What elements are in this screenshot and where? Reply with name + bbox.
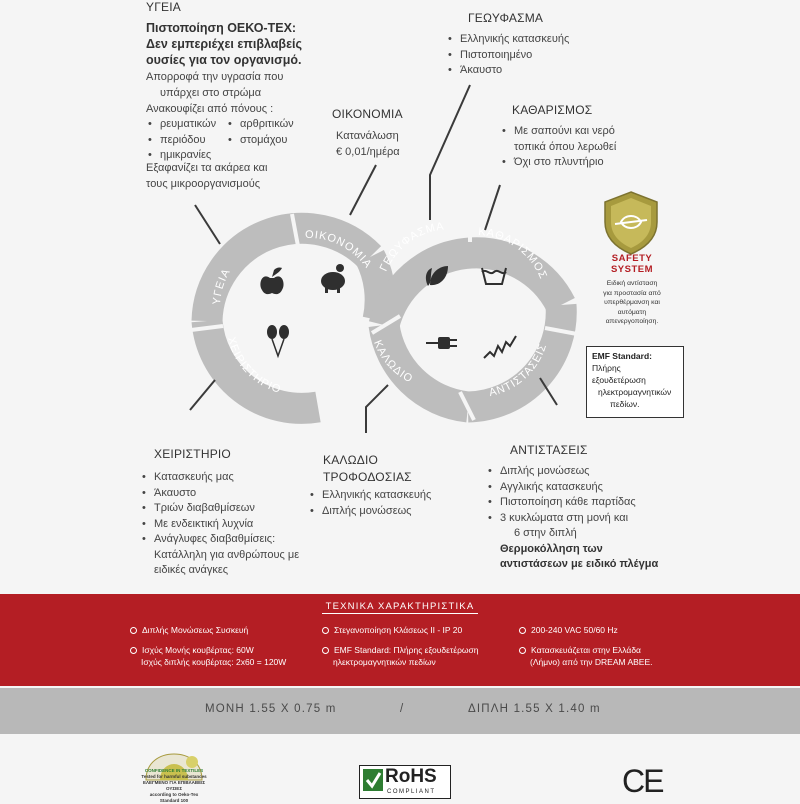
connector-cable [366, 385, 388, 433]
tech-col2-item2: EMF Standard: Πλήρης εξουδετέρωση ηλεκτρομαγνητικών πεδίων [322, 644, 479, 668]
connector-switch [190, 380, 215, 410]
connector-hygiene [195, 205, 220, 244]
economy-text: Κατανάλωση € 0,01/ημέρα [336, 130, 400, 158]
plug-icon [426, 337, 457, 349]
hygiene-title: ΥΓΕΙΑ [146, 0, 181, 14]
tech-specs-band [0, 594, 800, 686]
switch-icon [267, 325, 289, 356]
hygiene-text: Απορροφά την υγρασία που υπάρχει στο στρώμα Ανακουφίζει από πόνους : [146, 71, 284, 115]
safety-desc: Ειδική αντίσταση για προστασία από υπερθέρμανση και αυτόματη απενεργοποίηση. [603, 280, 661, 325]
rohs-logo: RoHS COMPLIANT [359, 765, 451, 799]
resistors-list: • Διπλής μονώσεως • Αγγλικής κατασκευής • Πιστοποίηση κάθε παρτίδας • 3 κυκλώματα στη μονή και 6 στην διπλή Θερμοκόλληση των αντιστάσεων με ειδικό πλέγμα [486, 464, 676, 573]
oeko-tex-logo: CONFIDENCE IN TEXTILES Tested for harmful substances ΕΛΕΓΜΕΝΟ ΓΙΑ ΕΠΙΒΛΑΒΕΙΣ ΟΥΣΙΕΣ according to Oeko-Tex Standard 100 [140, 750, 208, 800]
ring-label-switch: ΧΕΙΡΙΣΤΗΡΙΟ [224, 335, 283, 397]
tech-col3-item2: Κατασκευάζεται στην Ελλάδα (Λήμνο) από την DREAM ABEE. [519, 644, 653, 668]
ring-label-hygiene: ΥΓΕΙΑ [210, 266, 233, 306]
connector-geofasma [430, 85, 470, 220]
tech-col1-item2: Ισχύς Μονής κουβέρτας: 60W Ισχύς διπλής κουβέρτας: 2x60 = 120W [130, 644, 286, 668]
dims-single: ΜΟΝΗ 1.55 Χ 0.75 m [205, 703, 337, 715]
ring-right-bottom [468, 305, 561, 407]
ring-label-economy: ΟΙΚΟΝΟΜΙΑ [304, 228, 375, 271]
ce-mark: CE [622, 763, 663, 799]
ring-label-cable: ΚΑΛΩΔΙΟ [371, 338, 415, 386]
tech-col3-item1: 200-240 VAC 50/60 Hz [519, 624, 618, 636]
resistor-icon [484, 336, 516, 358]
economy-title: ΟΙΚΟΝΟΜΙΑ [332, 107, 403, 121]
tech-col1-item1: Διπλής Μονώσεως Συσκευή [130, 624, 248, 636]
ring-left-bottom [207, 321, 318, 408]
dims-double: ΔΙΠΛΗ 1.55 Χ 1.40 m [468, 703, 601, 715]
connector-cleaning [485, 185, 500, 230]
hygiene-pains: • ρευματικών • αρθριτικών • περιόδου • στομάχου • ημικρανίες [146, 117, 326, 164]
resistors-title: ΑΝΤΙΣΤΑΣΕΙΣ [510, 443, 588, 457]
geofasma-title: ΓΕΩΥΦΑΣΜΑ [468, 11, 544, 25]
dims-separator: / [400, 703, 405, 715]
connector-economy [350, 165, 376, 215]
dimensions-band [0, 688, 800, 734]
cable-title: ΚΑΛΩΔΙΟ ΤΡΟΦΟΔΟΣΙΑΣ [323, 453, 412, 484]
ring-right-top [384, 253, 561, 325]
rohs-check-icon [363, 769, 383, 791]
piggy-bank-icon [321, 264, 345, 293]
switch-title: ΧΕΙΡΙΣΤΗΡΙΟ [154, 447, 231, 461]
cleaning-list: • Με σαπούνι και νερό τοπικά όπου λερωθεί • Όχι στο πλυντήριο [500, 124, 660, 171]
ring-label-resist: ΑΝΤΙΣΤΑΣΕΙΣ [487, 341, 550, 400]
ring-label-geofasma: ΓΕΩΥΦΑΣΜΑ [377, 220, 446, 274]
hygiene-cert: Πιστοποίηση ΟΕΚΟ-ΤΕΧ: Δεν εμπεριέχει επιβλαβείς ουσίες για τον οργανισμό. [146, 21, 302, 67]
apple-icon [260, 268, 283, 295]
safety-label: SAFETY SYSTEM [610, 253, 654, 275]
ring-label-cleaning: ΚΑΘΑΡΙΣΜΟΣ [477, 225, 550, 282]
tech-title: ΤΕΧΝΙΚΑ ΧΑΡΑΚΤΗΡΙΣΤΙΚΑ [0, 601, 800, 612]
switch-list: • Κατασκευής μας • Άκαυστο • Τριών διαβαθμίσεων • Με ενδεικτική λυχνία • Ανάγλυφες διαβαθμίσεις: Κατάλληλη για ανθρώπους με ειδικές ανάγκες [140, 470, 340, 579]
cable-list: • Ελληνικής κατασκευής • Διπλής μονώσεως [308, 488, 431, 519]
cleaning-title: ΚΑΘΑΡΙΣΜΟΣ [512, 103, 593, 117]
hygiene-text2: Εξαφανίζει τα ακάρεα και τους μικροοργανισμούς [146, 162, 268, 190]
emf-box: EMF Standard: Πλήρης εξουδετέρωση ηλεκτρομαγνητικών πεδίων. [586, 346, 684, 418]
geofasma-list: • Ελληνικής κατασκευής • Πιστοποιημένο • Άκαυστο [446, 32, 569, 79]
tech-col2-item1: Στεγανοποίηση Κλάσεως II - IP 20 [322, 624, 462, 636]
